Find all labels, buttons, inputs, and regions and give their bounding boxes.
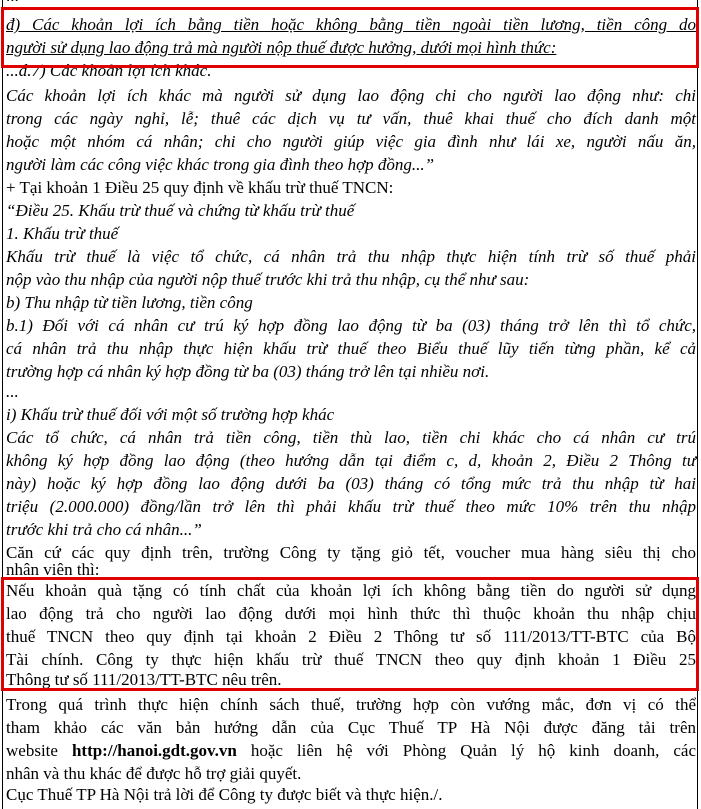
para-e-line-3-prefix: website	[6, 741, 72, 760]
para-c-line-7: cá nhân trả thu nhập thực hiện khấu trừ thuế theo Biểu thuế lũy tiến từng phần, kể cả	[6, 339, 696, 358]
highlight-2-line-5: Thông tư số 111/2013/TT-BTC nêu trên.	[6, 670, 282, 689]
para-a-line-1: ...đ.7) Các khoản lợi ích khác.	[6, 61, 212, 80]
para-c-line-4: nộp vào thu nhập của người nộp thuế trước khi trả thu nhập, cụ thể như sau:	[6, 270, 530, 289]
para-a-line-4: hoặc một nhóm cá nhân; chi cho người giúp việc gia đình như lái xe, người nấu ăn,	[6, 132, 696, 151]
highlight-2-line-4: Tài chính. Công ty thực hiện khấu trừ thuế TNCN theo quy định khoản 1 Điều 25	[6, 650, 696, 669]
para-c-line-1: “Điều 25. Khấu trừ thuế và chứng từ khấu trừ thuế	[6, 201, 355, 220]
para-c-line-14: triệu (2.000.000) đồng/lần trở lên thì phải khấu trừ thuế theo mức 10% trên thu nhập	[6, 497, 696, 516]
para-e-line-1: Trong quá trình thực hiện chính sách thuế, trường hợp còn vướng mắc, đơn vị có thể	[6, 695, 696, 714]
para-d-line-1: Căn cứ các quy định trên, trường Công ty tặng giỏ tết, voucher mua hàng siêu thị cho	[6, 543, 696, 562]
para-c-line-8: trường hợp cá nhân ký hợp đồng từ ba (03) tháng trở lên tại nhiều nơi.	[6, 362, 490, 381]
website-link[interactable]: http://hanoi.gdt.gov.vn	[71, 741, 237, 760]
para-a-line-3: trong các ngày nghỉ, lễ; thuê các dịch vụ tư vấn, thuê khai thuế cho đích danh một	[6, 109, 696, 128]
para-a-line-2: Các khoản lợi ích khác mà người sử dụng lao động chi cho người lao động như: chi	[6, 86, 696, 105]
para-c-line-12: không ký hợp đồng lao động (theo hướng dẫn tại điểm c, d, khoản 2, Điều 2 Thông tư	[6, 451, 696, 470]
para-e-line-3-suffix: hoặc liên hệ với Phòng Quản lý hộ kinh doanh, các	[236, 741, 696, 760]
para-e-line-4: nhân và thu khác để được hỗ trợ giải quyết.	[6, 764, 302, 783]
document-page	[2, 0, 698, 809]
para-c-line-6: b.1) Đối với cá nhân cư trú ký hợp đồng lao động từ ba (03) tháng trở lên thì tổ chức,	[6, 316, 696, 335]
para-c-line-2: 1. Khấu trừ thuế	[6, 224, 119, 243]
closing-line: Cục Thuế TP Hà Nội trả lời để Công ty được biết và thực hiện./.	[6, 785, 443, 804]
highlight-2-line-3: thuế TNCN theo quy định tại khoản 2 Điều 2 Thông tư số 111/2013/TT-BTC của Bộ	[6, 627, 696, 646]
para-e-line-2: tham khảo các văn bản hướng dẫn của Cục Thuế TP Hà Nội được đăng tải trên	[6, 718, 696, 737]
highlight-2-line-1: Nếu khoản quà tặng có tính chất của khoản lợi ích không bằng tiền do người sử dụng	[6, 581, 696, 600]
para-d-line-2: nhân viên thì:	[6, 560, 100, 579]
para-c-line-15: trước khi trả cho cá nhân...”	[6, 520, 202, 539]
para-c-line-10: i) Khấu trừ thuế đối với một số trường hợp khác	[6, 405, 335, 424]
para-a-line-5: người làm các công việc khác trong gia đình theo hợp đồng...”	[6, 155, 435, 174]
para-c-line-11: Các tổ chức, cá nhân trả tiền công, tiền thù lao, tiền chi khác cho cá nhân cư trú	[6, 428, 696, 447]
highlight-1-line-2: người sử dụng lao động trả mà người nộp thuế được hưởng, dưới mọi hình thức:	[6, 38, 557, 57]
para-c-line-3: Khấu trừ thuế là việc tổ chức, cá nhân trả thu nhập thực hiện tính trừ số thuế phải	[6, 247, 696, 266]
highlight-2-line-2: lao động trả cho người lao động dưới mọi hình thức thì thuộc khoản thu nhập chịu	[6, 604, 696, 623]
para-c-line-5: b) Thu nhập từ tiền lương, tiền công	[6, 293, 253, 312]
top-fragment	[6, 0, 19, 6]
para-b: + Tại khoản 1 Điều 25 quy định về khấu trừ thuế TNCN:	[6, 178, 394, 197]
para-e-line-3	[6, 739, 696, 762]
highlight-1-line-1: đ) Các khoản lợi ích bằng tiền hoặc không bằng tiền ngoài tiền lương, tiền công do	[6, 15, 696, 34]
para-c-line-13: này) hoặc ký hợp đồng lao động dưới ba (03) tháng có tổng mức trả thu nhập từ hai	[6, 474, 696, 493]
para-c-line-9: ...	[6, 382, 19, 401]
